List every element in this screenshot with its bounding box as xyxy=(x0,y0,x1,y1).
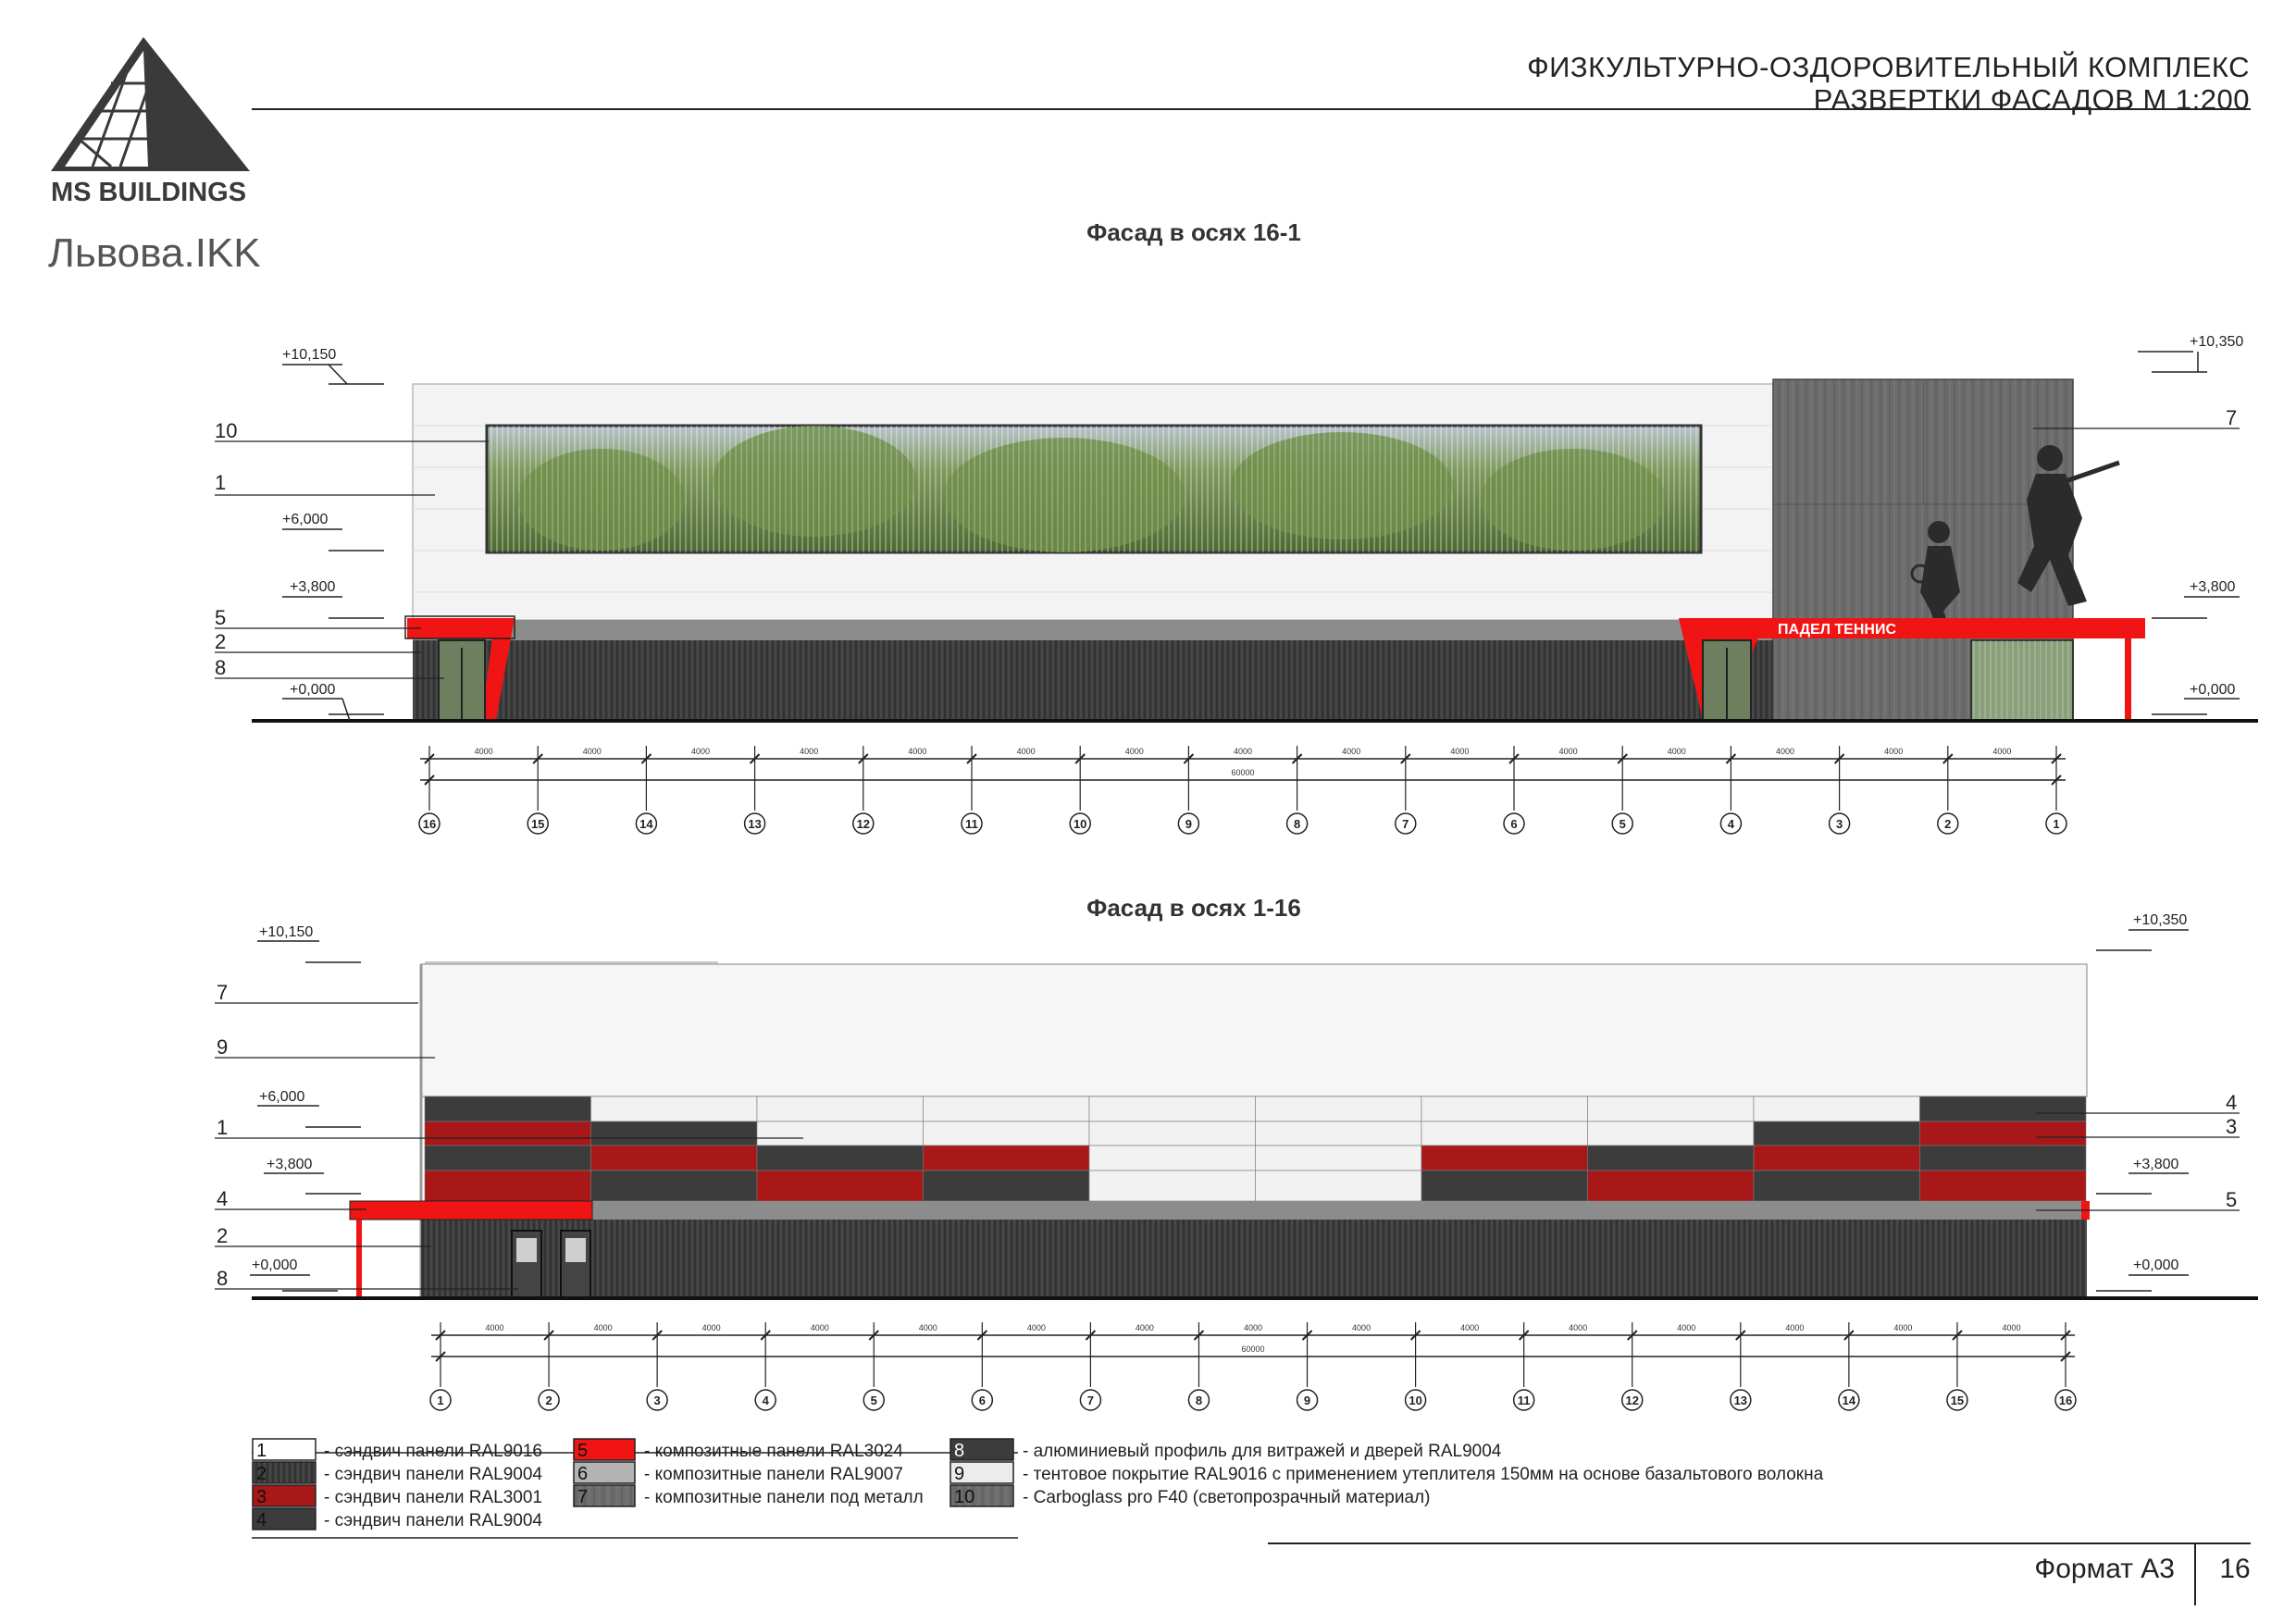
span-label: 4000 xyxy=(1677,1323,1696,1332)
axis-label: 8 xyxy=(1195,1394,1203,1407)
axis-label: 3 xyxy=(653,1394,661,1407)
axis-label: 6 xyxy=(1510,817,1518,831)
facade1-building xyxy=(252,379,2258,721)
axis-label: 13 xyxy=(1733,1394,1748,1407)
span-label: 4000 xyxy=(1992,747,2012,756)
axis-label: 11 xyxy=(1517,1394,1531,1407)
axis-label: 1 xyxy=(437,1394,444,1407)
f2-level-3800-left: +3,800 xyxy=(267,1157,313,1172)
f2-callout-3: 3 xyxy=(2226,1115,2238,1138)
f2-callout-8: 8 xyxy=(217,1267,229,1290)
legend-num-2: 2 xyxy=(256,1464,267,1484)
facade2-dimension-lines xyxy=(431,1322,2075,1387)
facade-panel xyxy=(1421,1121,1588,1146)
facade-panel xyxy=(1089,1146,1256,1171)
axis-label: 14 xyxy=(639,817,653,831)
facade-panel xyxy=(1588,1121,1755,1146)
facade-panel xyxy=(591,1146,758,1171)
f1-callout-1: 1 xyxy=(215,471,227,494)
facade-panel xyxy=(757,1121,924,1146)
legend-num-7: 7 xyxy=(577,1487,589,1507)
f2-callout-5: 5 xyxy=(2226,1188,2238,1211)
span-label: 4000 xyxy=(2002,1323,2021,1332)
axis-label: 11 xyxy=(965,817,978,831)
facade2-tent-roof xyxy=(421,964,2087,1096)
legend-num-6: 6 xyxy=(577,1464,589,1484)
span-label: 4000 xyxy=(1460,1323,1480,1332)
axis-label: 13 xyxy=(748,817,762,831)
facade1-sign: ПАДЕЛ ТЕННИС xyxy=(1778,622,1896,638)
facade-panel xyxy=(1754,1121,1920,1146)
header-subtitle: РАЗВЕРТКИ ФАСАДОВ М 1:200 xyxy=(1813,83,2250,116)
f2-callout-7: 7 xyxy=(217,981,229,1004)
span-label: 4000 xyxy=(810,1323,829,1332)
legend-text-5: - композитные панели RAL3024 xyxy=(644,1442,903,1461)
company-logo xyxy=(48,37,261,276)
span-label: 4000 xyxy=(1243,1323,1263,1332)
legend-num-1: 1 xyxy=(256,1441,267,1461)
f2-callout-2: 2 xyxy=(217,1224,229,1247)
axis-label: 15 xyxy=(530,817,545,831)
legend-text-6: - композитные панели RAL9007 xyxy=(644,1465,903,1484)
facade-panel xyxy=(1754,1146,1920,1171)
f2-level-10350: +10,350 xyxy=(2133,912,2188,928)
span-label: 4000 xyxy=(701,1323,721,1332)
span-label: 4000 xyxy=(1667,747,1686,756)
legend-num-4: 4 xyxy=(256,1510,267,1530)
span-label: 4000 xyxy=(582,747,602,756)
span-label: 4000 xyxy=(1785,1323,1805,1332)
facade-panel xyxy=(1920,1121,2087,1146)
header-title: ФИЗКУЛЬТУРНО-ОЗДОРОВИТЕЛЬНЫЙ КОМПЛЕКС xyxy=(1527,51,2250,83)
facade-panel xyxy=(1256,1146,1422,1171)
f2-level-3800-right: +3,800 xyxy=(2133,1157,2179,1172)
total-label: 60000 xyxy=(1241,1344,1265,1354)
legend-text-9: - тентовое покрытие RAL9016 с применением утеплителя 150мм на основе базальтового волокна xyxy=(1023,1465,1824,1484)
axis-label: 7 xyxy=(1086,1394,1095,1407)
facade-panel xyxy=(757,1171,924,1201)
facade-panel xyxy=(924,1146,1090,1171)
axis-label: 14 xyxy=(1842,1394,1856,1407)
logo-sub: Львова.IKK xyxy=(48,230,261,276)
facade-panel xyxy=(1920,1146,2087,1171)
logo-brand: MS BUILDINGS xyxy=(51,178,247,207)
f1-callout-2: 2 xyxy=(215,630,227,653)
span-label: 4000 xyxy=(1016,747,1036,756)
legend xyxy=(252,1439,1824,1538)
axis-label: 12 xyxy=(856,817,871,831)
f1-level-6000: +6,000 xyxy=(282,512,329,527)
axis-label: 4 xyxy=(762,1394,769,1407)
facade-panel xyxy=(1588,1171,1755,1201)
axis-label: 8 xyxy=(1293,817,1301,831)
f1-callout-10: 10 xyxy=(215,419,238,442)
legend-num-3: 3 xyxy=(256,1487,267,1507)
span-label: 4000 xyxy=(1893,1323,1913,1332)
span-label: 4000 xyxy=(1342,747,1361,756)
axis-label: 10 xyxy=(1073,817,1087,831)
span-label: 4000 xyxy=(474,747,493,756)
axis-label: 3 xyxy=(1835,817,1843,831)
legend-text-3: - сэндвич панели RAL3001 xyxy=(324,1488,542,1507)
axis-label: 9 xyxy=(1303,1394,1311,1407)
legend-text-10: - Carboglass pro F40 (светопрозрачный материал) xyxy=(1023,1488,1431,1507)
legend-text-2: - сэндвич панели RAL9004 xyxy=(324,1465,542,1484)
facade-panel xyxy=(1256,1121,1422,1146)
span-label: 4000 xyxy=(1558,747,1578,756)
facade-panel xyxy=(924,1096,1090,1121)
f2-level-0-right: +0,000 xyxy=(2133,1258,2179,1273)
legend-text-1: - сэндвич панели RAL9016 xyxy=(324,1442,542,1461)
facade-panel xyxy=(924,1171,1090,1201)
span-label: 4000 xyxy=(485,1323,504,1332)
f1-level-10350: +10,350 xyxy=(2190,334,2244,350)
facade1-dimension-lines xyxy=(420,746,2066,811)
facade-panel xyxy=(757,1146,924,1171)
span-label: 4000 xyxy=(1352,1323,1371,1332)
f2-callout-9: 9 xyxy=(217,1035,229,1059)
axis-label: 1 xyxy=(2053,817,2060,831)
facade-panel xyxy=(1920,1171,2087,1201)
facade-panel xyxy=(1089,1121,1256,1146)
facade-panel xyxy=(1256,1171,1422,1201)
facade-panel xyxy=(1920,1096,2087,1121)
span-label: 4000 xyxy=(1775,747,1795,756)
f1-level-3800-right: +3,800 xyxy=(2190,579,2236,595)
f1-callout-5: 5 xyxy=(215,606,227,629)
facade-panel xyxy=(1754,1096,1920,1121)
facade-panel xyxy=(1256,1096,1422,1121)
facade-panel xyxy=(425,1121,591,1146)
legend-num-5: 5 xyxy=(577,1441,589,1461)
facade-panel xyxy=(1588,1096,1755,1121)
facade-panel xyxy=(757,1096,924,1121)
span-label: 4000 xyxy=(908,747,927,756)
span-label: 4000 xyxy=(1450,747,1470,756)
facade-panel xyxy=(1421,1096,1588,1121)
facade-panel xyxy=(1588,1146,1755,1171)
span-label: 4000 xyxy=(800,747,819,756)
span-label: 4000 xyxy=(918,1323,937,1332)
facade-panel xyxy=(1421,1171,1588,1201)
f1-level-3800-left: +3,800 xyxy=(290,579,336,595)
axis-label: 4 xyxy=(1727,817,1735,831)
f2-callout-1: 1 xyxy=(217,1116,229,1139)
axis-label: 5 xyxy=(870,1394,877,1407)
total-label: 60000 xyxy=(1231,768,1255,777)
facade-panel xyxy=(1089,1171,1256,1201)
span-label: 4000 xyxy=(1135,1323,1154,1332)
facade2-canopy xyxy=(350,1201,592,1220)
f2-level-0-left: +0,000 xyxy=(252,1258,298,1273)
f2-callout-4-left: 4 xyxy=(217,1187,229,1210)
axis-label: 10 xyxy=(1409,1394,1422,1407)
facade-panel xyxy=(425,1171,591,1201)
facade2-panel-bands xyxy=(425,1096,2086,1201)
f2-callout-4-right: 4 xyxy=(2226,1091,2238,1114)
axis-label: 5 xyxy=(1619,817,1626,831)
f1-callout-7: 7 xyxy=(2226,406,2238,429)
span-label: 4000 xyxy=(1884,747,1904,756)
legend-text-8: - алюминиевый профиль для витражей и дверей RAL9004 xyxy=(1023,1442,1502,1461)
facade-panel xyxy=(1089,1096,1256,1121)
f2-level-10150: +10,150 xyxy=(259,924,314,940)
facade-panel xyxy=(425,1146,591,1171)
f1-level-10150: +10,150 xyxy=(282,347,337,363)
axis-label: 15 xyxy=(1950,1394,1965,1407)
span-label: 4000 xyxy=(1569,1323,1588,1332)
facade2-title: Фасад в осях 1-16 xyxy=(1086,894,1301,922)
facade-panel xyxy=(591,1096,758,1121)
facade-panel xyxy=(591,1171,758,1201)
facade1-title: Фасад в осях 16-1 xyxy=(1086,218,1301,246)
facade-panel xyxy=(924,1121,1090,1146)
f1-callout-8: 8 xyxy=(215,656,227,679)
axis-label: 2 xyxy=(545,1394,552,1407)
facade1-axis-bubbles xyxy=(419,813,2066,834)
axis-label: 6 xyxy=(978,1394,986,1407)
span-label: 4000 xyxy=(690,747,711,756)
axis-label: 9 xyxy=(1185,817,1193,831)
axis-label: 2 xyxy=(1944,817,1952,831)
f1-level-0-right: +0,000 xyxy=(2190,682,2236,698)
f1-level-0-left: +0,000 xyxy=(290,682,336,698)
footer-page-number: 16 xyxy=(2219,1554,2251,1584)
facade-panel xyxy=(425,1096,591,1121)
axis-label: 16 xyxy=(2058,1394,2073,1407)
legend-num-9: 9 xyxy=(954,1464,965,1484)
facade-panel xyxy=(1754,1171,1920,1201)
legend-num-10: 10 xyxy=(954,1487,975,1507)
span-label: 4000 xyxy=(1026,1323,1046,1332)
axis-label: 7 xyxy=(1402,817,1409,831)
axis-label: 16 xyxy=(422,817,437,831)
span-label: 4000 xyxy=(593,1323,613,1332)
legend-text-4: - сэндвич панели RAL9004 xyxy=(324,1511,542,1530)
legend-num-8: 8 xyxy=(954,1441,965,1461)
span-label: 4000 xyxy=(1124,747,1144,756)
footer-format: Формат А3 xyxy=(2034,1554,2175,1584)
axis-label: 12 xyxy=(1625,1394,1639,1407)
legend-text-7: - композитные панели под металл xyxy=(644,1488,924,1507)
f2-level-6000: +6,000 xyxy=(259,1089,305,1105)
span-label: 4000 xyxy=(1233,747,1253,756)
facade2-axis-bubbles xyxy=(430,1390,2076,1410)
facade-panel xyxy=(591,1121,758,1146)
facade2-building xyxy=(252,962,2258,1298)
facade-panel xyxy=(1421,1146,1588,1171)
